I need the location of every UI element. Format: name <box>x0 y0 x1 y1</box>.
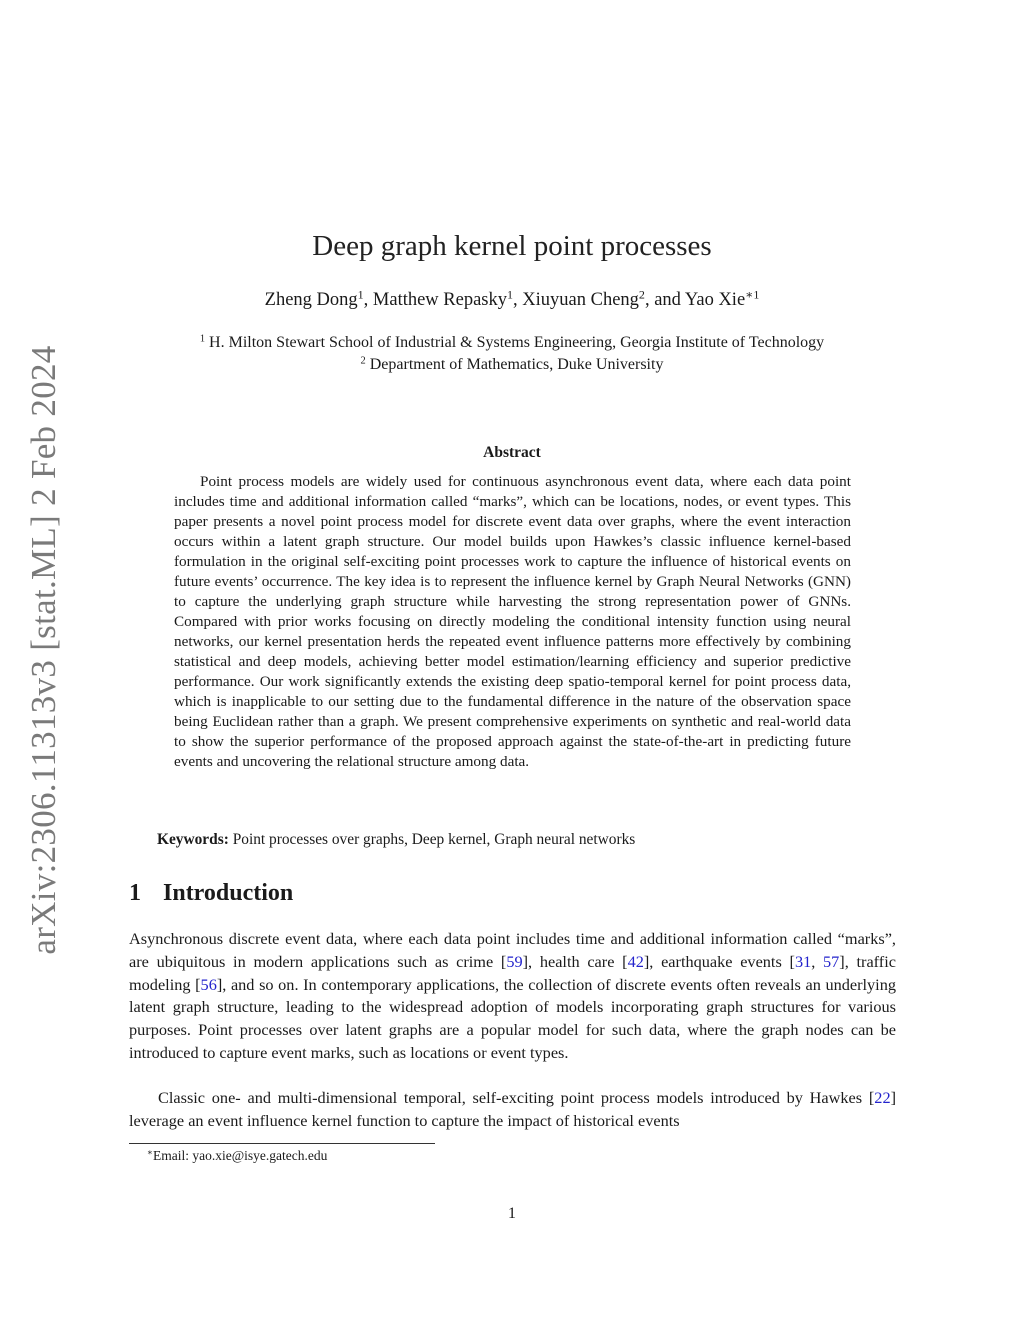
citation-link[interactable]: 22 <box>874 1088 891 1107</box>
text-run: ], and so on. In contemporary applications, the collection of discrete events often reveals an underlying latent graph structure, leading to the widespread adoption of models incorporating graph structures for various purposes. Point processes over latent graphs are a popular model for such data, where the graph nodes can be introduced to capture event marks, such as locations or event types. <box>129 974 896 1062</box>
page-number: 1 <box>507 1203 517 1222</box>
author-name: Zheng Dong <box>264 290 358 310</box>
author <box>522 287 685 310</box>
affiliation-text: Department of Mathematics, Duke University <box>369 356 664 373</box>
author <box>372 287 523 310</box>
footnote <box>147 1148 327 1164</box>
affiliation-mark: 1 <box>507 287 514 302</box>
author-name: Xiuyuan Cheng <box>522 290 639 310</box>
affiliation-mark: 1 <box>199 333 206 345</box>
affiliation <box>0 334 1024 352</box>
citation-link[interactable]: 42 <box>627 951 644 971</box>
citation-link[interactable]: 31 <box>794 951 812 971</box>
text-run: ] leverage an event influence kernel function to capture the impact of historical events <box>129 1088 896 1130</box>
keywords-label: Keywords: <box>157 831 229 848</box>
footnote-mark: ∗ <box>147 1147 153 1158</box>
affiliation-mark: 2 <box>638 287 645 302</box>
citation-link[interactable]: 59 <box>506 951 523 971</box>
author-separator: , <box>513 290 523 310</box>
keywords <box>157 831 635 849</box>
text-run: ], earthquake events [ <box>643 951 795 971</box>
section-heading <box>129 880 293 907</box>
section-number: 1 <box>129 880 141 906</box>
author <box>684 287 760 310</box>
affiliation-mark: 2 <box>360 355 366 367</box>
affiliation <box>0 356 1024 374</box>
paper-title: Deep graph kernel point processes <box>312 230 712 262</box>
author-separator: , <box>363 290 373 310</box>
text-run: Asynchronous discrete event data, where each data point includes time and additional information called “marks”, are ubiquitous in modern applications such as crime [ <box>129 929 896 971</box>
citation-link[interactable]: 56 <box>200 974 217 994</box>
author <box>264 287 373 310</box>
affiliation-mark: ∗1 <box>745 287 760 302</box>
footnote-rule <box>129 1143 435 1144</box>
author-list <box>0 287 1024 311</box>
abstract-heading: Abstract <box>483 444 541 461</box>
citation-link[interactable]: 57 <box>823 951 840 971</box>
author-name: Matthew Repasky <box>372 290 508 310</box>
intro-paragraph-1 <box>129 928 896 1065</box>
text-run: ], health care [ <box>522 951 628 971</box>
keywords-list: Point processes over graphs, Deep kernel, Graph neural networks <box>232 831 636 848</box>
abstract-body: Point process models are widely used for continuous asynchronous event data, where each data point includes time and additional information called “marks”, which can be locations, nodes, or event types. This paper presents a novel point process model for discrete event data over graphs, where the event interaction occurs within a latent graph structure. Our model builds upon Hawkes’s classic influence kernel-based formulation in the original self-exciting point processes work to capture the influence of historical events on future events’ occurrence. The key idea is to represent the influence kernel by Graph Neural Networks (GNN) to capture the underlying graph structure while harvesting the strong representation power of GNNs. Compared with prior works focusing on directly modeling the conditional intensity function using neural networks, our kernel presentation herds the repeated event influence patterns more effectively by combining statistical and deep models, achieving better model estimation/learning efficiency and superior predictive performance. Our work significantly extends the existing deep spatio-temporal kernel for point process data, which is inapplicable to our setting due to the fundamental difference in the nature of the observation space being Euclidean rather than a graph. We present comprehensive experiments on synthetic and real-world data to show the superior performance of the proposed approach against the state-of-the-art in predicting future events and uncovering the relational structure among data. <box>174 473 851 770</box>
footnote-text: Email: yao.xie@isye.gatech.edu <box>152 1148 328 1163</box>
section-title: Introduction <box>163 880 294 906</box>
text-run: ], traffic modeling [ <box>129 951 896 994</box>
affiliation-mark: 1 <box>357 287 364 302</box>
text-run: , <box>811 951 824 971</box>
author-name: Yao Xie <box>684 290 746 310</box>
affiliation-text: H. Milton Stewart School of Industrial & Systems Engineering, Georgia Institute of Technology <box>209 334 825 351</box>
intro-paragraph-2 <box>129 1087 896 1133</box>
text-run: Classic one- and multi-dimensional temporal, self-exciting point process models introduced by Hawkes [ <box>158 1088 875 1107</box>
arxiv-identifier: arXiv:2306.11313v3 [stat.ML] 2 Feb 2024 <box>24 345 63 955</box>
author-separator: , and <box>644 290 685 310</box>
